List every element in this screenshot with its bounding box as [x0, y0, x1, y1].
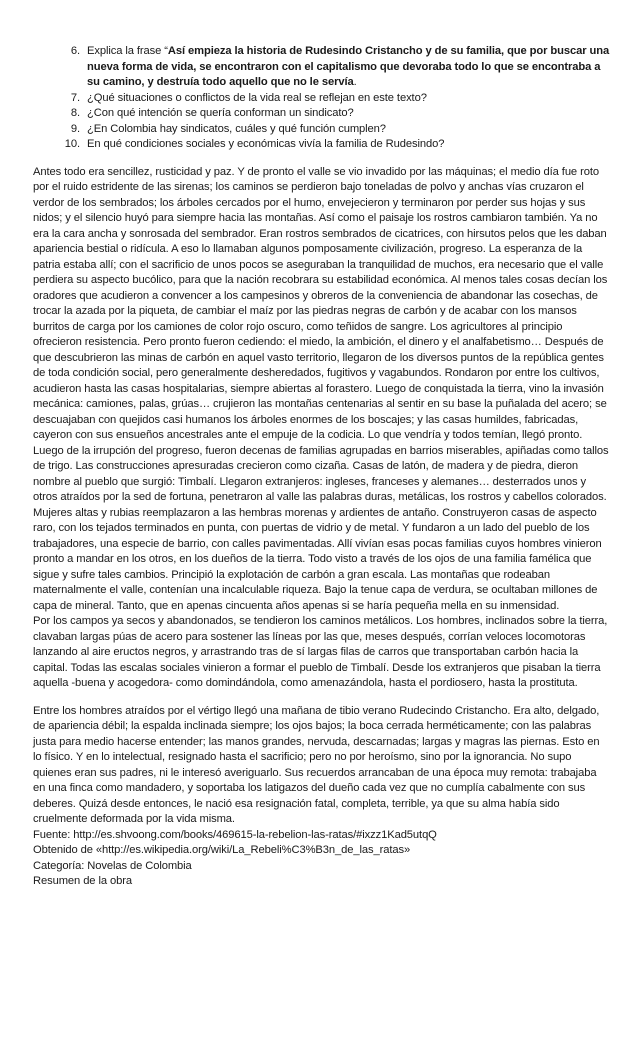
question-text: Explica la frase “: [87, 45, 168, 57]
question-item-10: [83, 137, 610, 153]
footer-source: Fuente: http://es.shvoong.com/books/469615-la-rebelion-las-ratas/#ixzz1Kad5utqQ: [33, 828, 437, 841]
question-list: [33, 44, 610, 153]
footer-obtained: Obtenido de «http://es.wikipedia.org/wiki/La_Rebeli%C3%B3n_de_las_ratas»: [33, 844, 411, 856]
question-text: ¿Qué situaciones o conflictos de la vida real se reflejan en este texto?: [87, 91, 427, 104]
question-tail: .: [353, 76, 357, 88]
question-item-9: [83, 122, 610, 138]
body-paragraph-3: Entre los hombres atraídos por el vértigo llegó una mañana de tibio verano Rudecindo Cristancho. Era alto, delgado, de apariencia débil; la espalda inclinada siempre; los ojos bajos; la boca cerrada herméticamente; con las palabras justa para medio hacerse entender; las manos grandes, nervuda, descarnadas; largas y magras las piernas. Esto en lo físico. Y en lo intelectual, resignado hasta el sacrificio; pero no por heroísmo, sino por la ignorancia. No supo quienes eran sus padres, ni le interesó averiguarlo. Sus recuerdos arrancaban de una época muy remota: trabajaba en una finca como mandadero, y soportaba los latigazos del dueño cada vez que no cumplía cabalmente con sus deberes. Quizá desde entonces, le nació esa resignación fatal, completa, terrible, ya que su alma había sido cruelmente deformada por la vida misma.: [33, 704, 600, 825]
question-quote: Así empieza la historia de Rudesindo Cristancho y de su familia, que por buscar una nueva forma de vida, se encontraron con el capitalismo que devoraba todo lo que se encontraba a su camino, y destruía todo aquello que no le servía: [87, 45, 610, 88]
question-item-6: [83, 44, 610, 91]
question-text: En qué condiciones sociales y económicas vivía la familia de Rudesindo?: [87, 138, 445, 150]
footer-summary: Resumen de la obra: [33, 875, 132, 887]
question-text: ¿En Colombia hay sindicatos, cuáles y qué función cumplen?: [87, 122, 386, 135]
body-paragraph-2: Por los campos ya secos y abandonados, se tendieron los caminos metálicos. Los hombres, inclinados sobre la tierra, clavaban largas púas de acero para sostener las líneas por las que, meses después, corrían veloces locomotoras lanzando al aire eructos negros, y arrastrando tras de sí largas filas de carros que transportaban carbón hacia la capital. Todas las escalas sociales vinieron a formar el pueblo de Timbalí. Desde los extranjeros que pisaban la tierra aquella -buena y acogedora- como domindándola, como amenazándola, hasta el pordiosero, hasta la prostituta.: [33, 615, 608, 689]
body-paragraph-1: Antes todo era sencillez, rusticidad y paz. Y de pronto el valle se vio invadido por las máquinas; el medio día fue roto por el ruido estridente de las sirenas; los caminos se perdieron bajo toneladas de polvo y anchas vías cruzaron el verdor de los sembrados; los árboles cercados por el humo, envejecieron y terminaron por perder sus hojas y sus nidos; y el silencio huyó para siempre hacia las montañas. Así como el paisaje los rostros cambiaron también. Ya no era la cara ancha y sonrosada del sembrador. Eran rostros sembrados de cicatrices, con hirsutos pelos que les daban apariencia bestial o ridícula. A eso lo llamaban algunos pomposamente civilización, progreso. La esperanza de la patria estaba allí; con el sacrificio de unos pocos se aseguraban la tranquilidad de muchos, era necesario que el valle perdiera su aspecto bucólico, para que la nación recobrara su estabilidad económica. Al menos tales cosas decían los oradores que acudieron a convencer a los campesinos y obreros de la conveniencia de abandonar las cosechas, de trocar la azada por la piqueta, de cambiar el maíz por las piedras negras de carbón y de acabar con los mansos burritos de carga por los camiones de color rojo oscuro, como teñidos de sangre. Los agricultores al principio ofrecieron resistencia. Pero pronto fueron cediendo: el miedo, la ambición, el dinero y el analfabetismo… Después de que descubrieron las minas de carbón en aquel vasto territorio, llegaron de los diversos puntos de la república gentes de toda condición social, pero generalmente desheredados, fugitivos y vagabundos. Rondaron por entre los cultivos, acudieron hasta las casas hospitalarias, siempre abiertas al forastero. Luego de conquistada la tierra, vino la invasión mecánica: camiones, palas, grúas… crujieron las montañas centenarias al sentir en su base la puñalada del acero; se descuajaban con quejidos casi humanos los árboles enormes de los boscajes; y las casas humildes, fabricadas, cayeron con sus ensueños ancestrales ante el empuje de la codicia. Lo que vendría y todos temían, llegó pronto. Luego de la irrupción del progreso, fueron decenas de familias agrupadas en barrios miserables, apiñadas como tallos de trigo. Las construcciones apresuradas crecieron como cizaña. Casas de latón, de madera y de piedra, dieron nombre al pueblo que surgió: Timbalí. Llegaron extranjeros: ingleses, franceses y alemanes… desterrados unos y otros atraídos por la sed de fortuna, penetraron al valle las palabras duras, metálicas, los rostros y cabellos colorados. Mujeres altas y rubias reemplazaron a las hembras morenas y ardientes de antaño. Construyeron casas de aspecto raro, con los tejados terminados en punta, con puertas de vidrio y de metal. Y fundaron a un lado del pueblo de los trabajadores, una especie de barrio, con calles pavimentadas. Allí vivían esas pocas familias cuyos hombres vinieron pronto a mandar en los otros, en los dueños de la tierra. Todo visto a través de los ojos de una familia famélica que sigue y sufre tales cambios. Principió la explotación de carbón a gran escala. Las montañas que rodeaban maternalmente el valle, contenían una incalculable riqueza. Bajo la tenue capa de verdura, se ocultaban millones de capa de mineral. Tanto, que en apenas cincuenta años apenas si se haría pequeña mella en su inmensidad.: [33, 165, 609, 612]
question-item-7: [83, 91, 610, 107]
question-text: ¿Con qué intención se quería conforman un sindicato?: [87, 107, 354, 119]
question-item-8: [83, 106, 610, 122]
footer-category: Categoría: Novelas de Colombia: [33, 859, 192, 872]
